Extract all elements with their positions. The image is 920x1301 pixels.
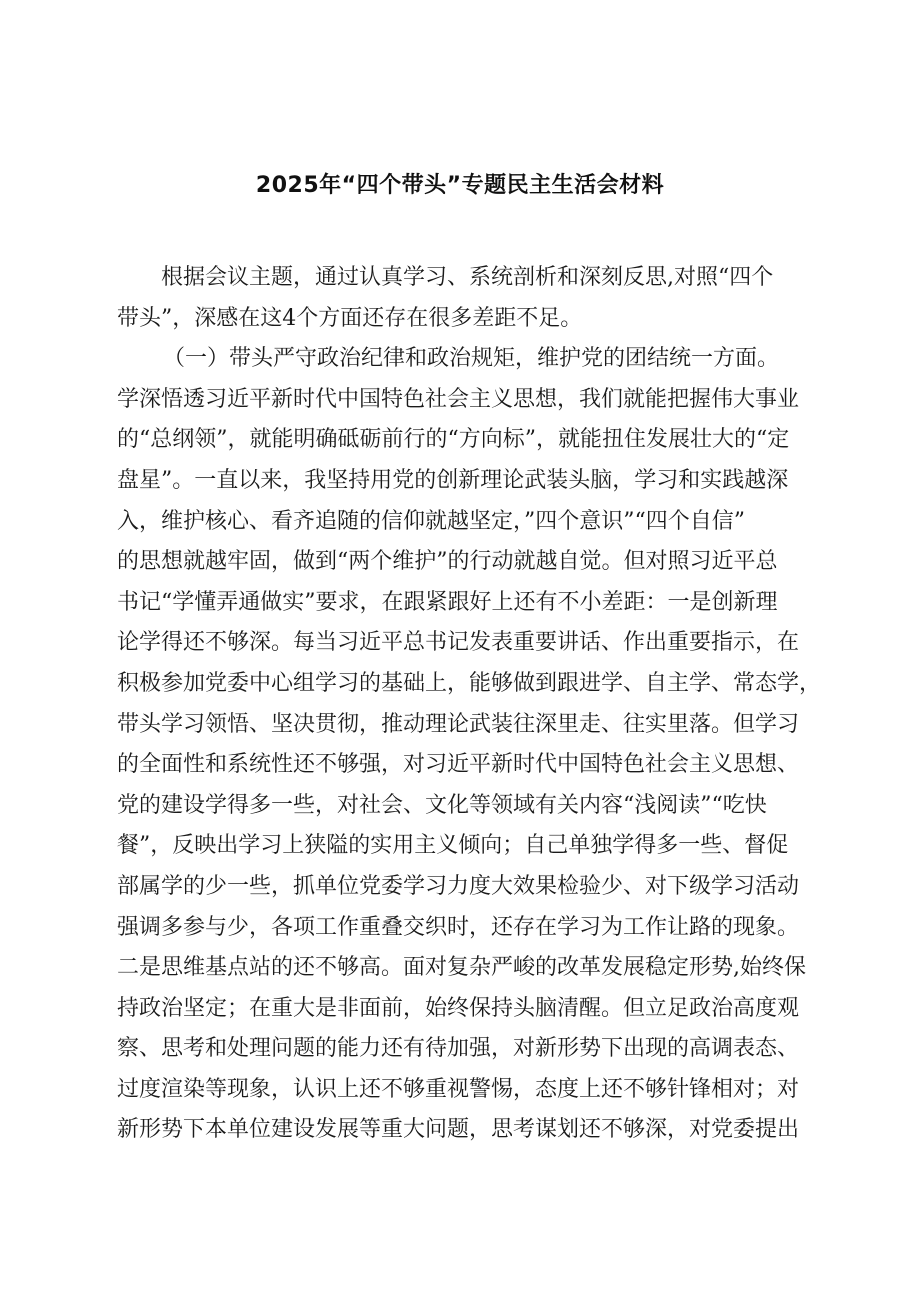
- paragraph-line: 强调多参与少，各项工作重叠交织时，还存在学习为工作让路的现象。: [117, 914, 800, 940]
- paragraph-line: 入，维护核心、看齐追随的信仰就越坚定，”四个意识”“四个自信”: [117, 508, 745, 534]
- paragraph-line: 积极参加党委中心组学习的基础上，能够做到跟进学、自主学、常态学，: [117, 670, 822, 696]
- paragraph-line: 带头学习领悟、坚决贯彻，推动理论武装往深里走、往实里落。但学习: [117, 711, 800, 737]
- paragraph-line: 新形势下本单位建设发展等重大问题，思考谋划还不够深，对党委提出: [117, 1117, 800, 1143]
- paragraph-line: 过度渲染等现象，认识上还不够重视警惕，态度上还不够针锋相对；对: [117, 1076, 800, 1102]
- paragraph-line: 二是思维基点站的还不够高。面对复杂严峻的改革发展稳定形势,始终保: [117, 955, 806, 981]
- paragraph-line: 餐”，反映出学习上狭隘的实用主义倾向；自己单独学得多一些、督促: [117, 833, 789, 859]
- document-title: 2025年“四个带头”专题民主生活会材料: [255, 173, 665, 198]
- paragraph-line: 学深悟透习近平新时代中国特色社会主义思想，我们就能把握伟大事业: [117, 386, 800, 412]
- paragraph-line: 书记“学懂弄通做实”要求，在跟紧跟好上还有不小差距：一是创新理: [117, 589, 778, 615]
- section-heading-line: （一）带头严守政治纪律和政治规矩，维护党的团结统一方面。: [163, 346, 780, 372]
- paragraph-line: 察、思考和处理问题的能力还有待加强，对新形势下出现的高调表态、: [117, 1036, 800, 1062]
- document-body: [117, 258, 827, 1151]
- paragraph-line: 党的建设学得多一些，对社会、文化等领域有关内容“浅阅读”“吃快: [117, 792, 767, 818]
- paragraph-line: 的全面性和系统性还不够强，对习近平新时代中国特色社会主义思想、: [117, 752, 800, 778]
- paragraph-line: 论学得还不够深。每当习近平总书记发表重要讲话、作出重要指示，在: [117, 630, 800, 656]
- paragraph-line: 盘星”。一直以来，我坚持用党的创新理论武装头脑，学习和实践越深: [117, 467, 789, 493]
- paragraph-line: 部属学的少一些，抓单位党委学习力度大效果检验少、对下级学习活动: [117, 873, 800, 899]
- paragraph-line: 的“总纲领”，就能明确砥砺前行的“方向标”，就能扭住发展壮大的“定: [117, 427, 790, 453]
- paragraph-line: 持政治坚定；在重大是非面前，始终保持头脑清醒。但立足政治高度观: [117, 995, 800, 1021]
- paragraph-line: 的思想就越牢固，做到“两个维护”的行动就越自觉。但对照习近平总: [117, 549, 778, 575]
- paragraph-line: 带头”，深感在这4个方面还存在很多差距不足。: [117, 305, 583, 331]
- paragraph-line: 根据会议主题，通过认真学习、系统剖析和深刻反思,对照“四个: [161, 265, 774, 290]
